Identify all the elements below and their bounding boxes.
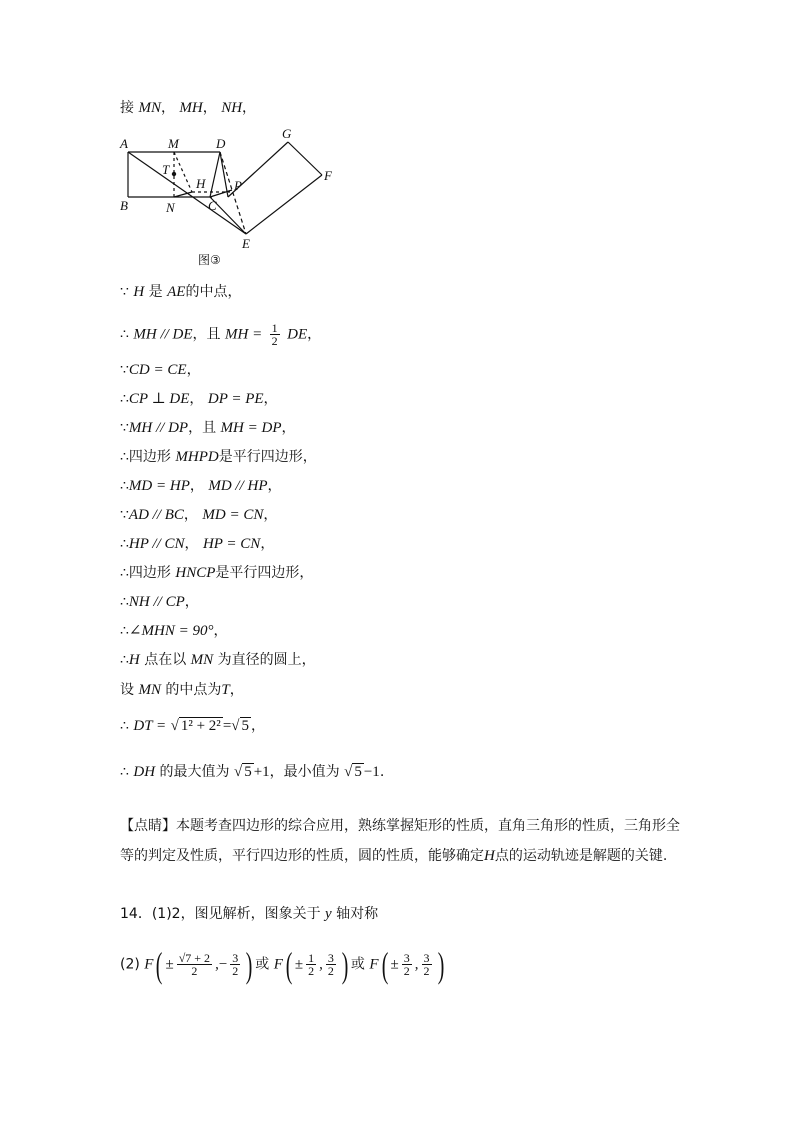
step-5 [120,418,296,438]
edge-fe [246,175,322,234]
label-h: H [196,176,206,191]
text: ， [184,536,199,552]
step-16 [120,762,384,782]
math-var: H [128,652,140,668]
text: 设 [120,682,134,698]
q14-part1 [120,904,378,924]
math-expr: MH = [225,326,263,343]
sqrt-min: √ 5 [344,764,362,780]
therefore-symbol: ∴ [120,449,129,465]
label-f: F [324,168,332,183]
comment-tag: 【点睛】 [120,818,176,834]
text: 的中点， [185,284,242,300]
sep: ， [202,100,217,116]
step-10 [120,563,313,583]
therefore-symbol: ∴ [120,478,129,494]
step-2 [120,322,321,347]
text: ，最小值为 [269,764,340,780]
therefore-symbol: ∴ [120,326,129,343]
fraction-half [270,322,280,347]
math-expr: MD = HP [128,478,190,494]
label-t: T [162,162,170,177]
frac-num: 3 [423,951,430,965]
frac-den: 2 [232,964,239,978]
math-expr: DP = PE [207,391,264,407]
q14-part2 [120,944,447,985]
label-m: M [168,136,179,151]
segment-mn: MN [138,100,161,116]
math-var: H [484,848,495,864]
math-expr: ∠MHN = 90° [128,623,214,639]
math-var: F [144,956,154,973]
math-expr: CP ⊥ DE [128,391,190,407]
sep: ， [242,100,257,116]
math-expr: +1 [253,764,270,780]
radicand: 5 [244,764,252,780]
step-15 [120,716,265,736]
math-var: HNCP [175,565,216,581]
step-4 [120,389,278,409]
because-symbol: ∵ [120,362,129,378]
fraction-a3-x [402,952,412,977]
math-expr: HP = CN [202,536,261,552]
comma: , [215,956,219,973]
frac-den: 2 [327,964,334,978]
step-14 [120,680,244,700]
math-var: F [273,956,283,973]
figure-caption: 图③ [198,253,221,267]
text: ，且 [188,420,217,436]
frac-num: 3 [327,951,334,965]
comma: , [414,956,419,973]
text: 四边形 [128,449,171,465]
math-expr: MH // DE [133,326,193,343]
paren: ) [341,944,349,985]
label-b: B [120,198,128,213]
label-a: A [120,136,128,151]
paren: ) [437,944,444,985]
fraction-a3-y [422,952,432,977]
math-var: MHPD [175,449,219,465]
text: 或 [350,956,365,973]
sep: ， [160,100,175,116]
text: (1)2，图见解析，图象关于 [151,906,321,922]
math-expr: AD // BC [128,507,184,523]
fraction-a1-x [177,952,212,977]
text: 是 [148,284,163,300]
comment-paragraph [120,811,682,871]
paren: ) [245,944,253,985]
step-11 [120,592,199,612]
math-var: H [133,284,145,300]
because-symbol: ∵ [120,507,129,523]
frac-num: 3 [403,951,410,965]
frac-den: 2 [191,964,198,978]
segment-mh: MH [179,100,203,116]
text: ， [260,536,275,552]
therefore-symbol: ∴ [120,623,129,639]
math-expr: ± [390,956,399,973]
therefore-symbol: ∴ [120,536,129,552]
comma: , [319,956,323,973]
label-e: E [242,236,250,251]
math-expr: DT = [133,718,167,734]
step-6 [120,447,317,467]
frac-num: √7 + 2 [178,951,211,965]
therefore-symbol: ∴ [120,764,129,780]
text: ， [189,478,204,494]
paren: ( [156,944,163,985]
text: 的中点为 [165,682,222,698]
radicand: 1² + 2² [180,718,221,734]
text: ， [184,594,199,610]
text: 的最大值为 [159,764,230,780]
frac-den: 2 [403,964,410,978]
radicand: 5 [354,764,362,780]
text: ，且 [192,326,221,343]
edge-dc [210,152,220,197]
question-number: 14． [120,906,152,922]
math-expr: MH = DP [220,420,282,436]
frac-den: 2 [423,964,430,978]
sqrt-1: √ 1² + 2² [170,718,221,734]
edge-gf [288,142,322,175]
geometry-figure-3 [110,122,350,272]
text: ， [183,507,198,523]
comment-text: 点的运动轨迹是解题的关键. [494,848,668,864]
sqrt-max: √ 5 [233,764,252,780]
step-1 [120,282,241,302]
frac-num: 3 [232,951,239,965]
label-n: N [166,200,175,215]
step-8 [120,505,277,525]
text: ， [281,420,296,436]
paren: ( [285,944,293,985]
math-var: MN [138,682,161,698]
math-expr: MD // HP [208,478,268,494]
text: 或 [255,956,270,973]
math-var: F [369,956,379,973]
label-c: C [208,198,217,213]
step-12 [120,621,227,641]
frac-num: 1 [308,951,315,965]
text: 轴对称 [336,906,379,922]
fraction-a2-x [306,952,316,977]
math-expr: NH // CP [128,594,185,610]
therefore-symbol: ∴ [120,652,129,668]
intro-line [120,98,256,118]
math-expr: DE [287,326,308,343]
math-expr: ± [294,956,304,973]
equals: = [222,718,232,734]
text: ， [251,718,266,734]
therefore-symbol: ∴ [120,565,129,581]
text: 为直径的圆上， [217,652,316,668]
label-p: P [234,178,242,193]
because-symbol: ∵ [120,284,129,300]
intro-lead: 接 [120,100,134,116]
text: 四边形 [128,565,171,581]
text: ， [267,478,282,494]
math-var: MN [190,652,214,668]
frac-num: 1 [271,321,278,335]
radicand: 5 [241,718,250,734]
step-9 [120,534,274,554]
math-expr: ± [165,956,174,973]
text: ， [213,623,228,639]
text: (2) [120,956,140,973]
label-d: D [216,136,226,151]
text: 是平行四边形， [215,565,314,581]
fraction-a1-y [230,952,240,977]
therefore-symbol: ∴ [120,594,129,610]
segment-nh: NH [221,100,243,116]
therefore-symbol: ∴ [120,391,129,407]
therefore-symbol: ∴ [120,718,129,734]
math-expr: CD = CE [128,362,187,378]
because-symbol: ∵ [120,420,129,436]
text: ， [263,391,278,407]
label-g: G [282,126,292,141]
frac-den: 2 [271,334,278,348]
math-expr: −1 [363,764,380,780]
frac-den: 2 [308,964,315,978]
step-13 [120,650,316,670]
paren: ( [381,944,388,985]
text: ， [307,326,322,343]
math-var: DH [133,764,156,780]
math-var: AE [167,284,186,300]
fraction-a2-y [326,952,336,977]
text: 是平行四边形， [218,449,317,465]
text: ， [186,362,201,378]
text: . [379,764,385,780]
step-7 [120,476,282,496]
math-expr: MD = CN [202,507,264,523]
comment-text: 本题考查四边形的综合应用，熟练掌握矩形的性质，直角三角形的性质，三角形全等的判定及性质，平行四边形的性质，圆的性质，能够确定 [120,818,680,864]
math-var: T [221,682,230,698]
text: 点在以 [144,652,187,668]
math-var: y [325,906,332,922]
step-3 [120,360,201,380]
point-t-dot [172,172,176,176]
math-expr: MH // DP [128,420,189,436]
math-expr: HP // CN [128,536,185,552]
text: ， [229,682,244,698]
text: ， [189,391,204,407]
sqrt-2: √ 5 [231,718,250,734]
text: ， [263,507,278,523]
math-expr: − [218,956,228,973]
